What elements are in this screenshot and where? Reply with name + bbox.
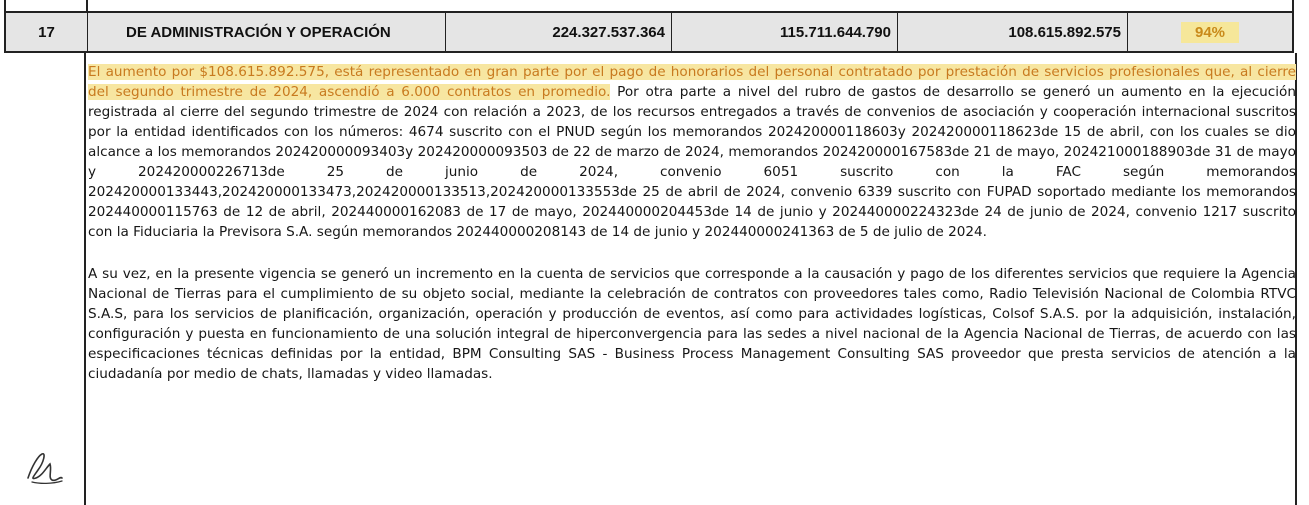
highlighted-sentence: El aumento por $108.615.892.575, está representado en gran parte por el pago de honorarios del personal contratado por prestación de servicios profesionales que, al cierre del segundo trimestre de 2024, ascendió a 6.000 contratos en promedio. <box>88 64 1296 100</box>
paragraph-1 <box>88 62 1296 242</box>
row-title: DE ADMINISTRACIÓN Y OPERACIÓN <box>88 13 446 51</box>
table-row-header <box>4 11 1294 53</box>
row-value-3: 108.615.892.575 <box>898 13 1128 51</box>
initials-signature-icon <box>22 448 66 488</box>
row-value-2: 115.711.644.790 <box>672 13 898 51</box>
row-percent-cell <box>1128 13 1292 51</box>
body-border-left <box>84 53 86 505</box>
paragraph-1-rest: Por otra parte a nivel del rubro de gastos de desarrollo se generó un aumento en la ejecución registrada al cierre del segundo trimestre de 2024 con relación a 2023, de los recursos entregados a través de convenios de asociación y cooperación internacional suscritos por la entidad identificados con los números: 4674 suscrito con el PNUD según los memorandos 202420000118603y 202420000118623de 15 de abril, con los cuales se dio alcance a los memorandos 202420000093403y 202420000093503 de 22 de marzo de 2024, memorandos 202420000167583de 21 de mayo, 202421000188903de 31 de mayo y 202420000226713de 25 de junio de 2024, convenio 6051 suscrito con la FAC según memorandos 202420000133443,202420000133473,202420000133513,202420000133553de 25 de abril de 2024, convenio 6339 suscrito con FUPAD soportado mediante los memorandos 202440000115763 de 12 de abril, 202440000162083 de 17 de mayo, 202440000204453de 14 de junio y 202440000224323de 24 de junio de 2024, convenio 1217 suscrito con la Fiduciaria la Previsora S.A. según memorandos 202440000208143 de 14 de junio y 202440000241363 de 5 de julio de 2024. <box>88 84 1296 240</box>
row-value-1: 224.327.537.364 <box>446 13 672 51</box>
description-text <box>88 62 1296 384</box>
row-number: 17 <box>6 13 88 51</box>
paragraph-2: A su vez, en la presente vigencia se generó un incremento en la cuenta de servicios que corresponde a la causación y pago de los diferentes servicios que requiere la Agencia Nacional de Tierras para el cumplimiento de su objeto social, mediante la celebración de contratos con proveedores tales como, Radio Televisión Nacional de Colombia RTVC S.A.S, para los servicios de planificación, organización, operación y producción de eventos, así como para actividades logísticas, Colsof S.A.S. por la adquisición, instalación, configuración y puesta en funcionamiento de una solución integral de hiperconvergencia para las sedes a nivel nacional de la Agencia Nacional de Tierras, de acuerdo con las especificaciones técnicas definidas por la entidad, BPM Consulting SAS - Business Process Management Consulting SAS proveedor que presta servicios de atención a la ciudadanía por medio de chats, llamadas y video llamadas. <box>88 266 1296 382</box>
row-percent: 94% <box>1181 22 1239 43</box>
